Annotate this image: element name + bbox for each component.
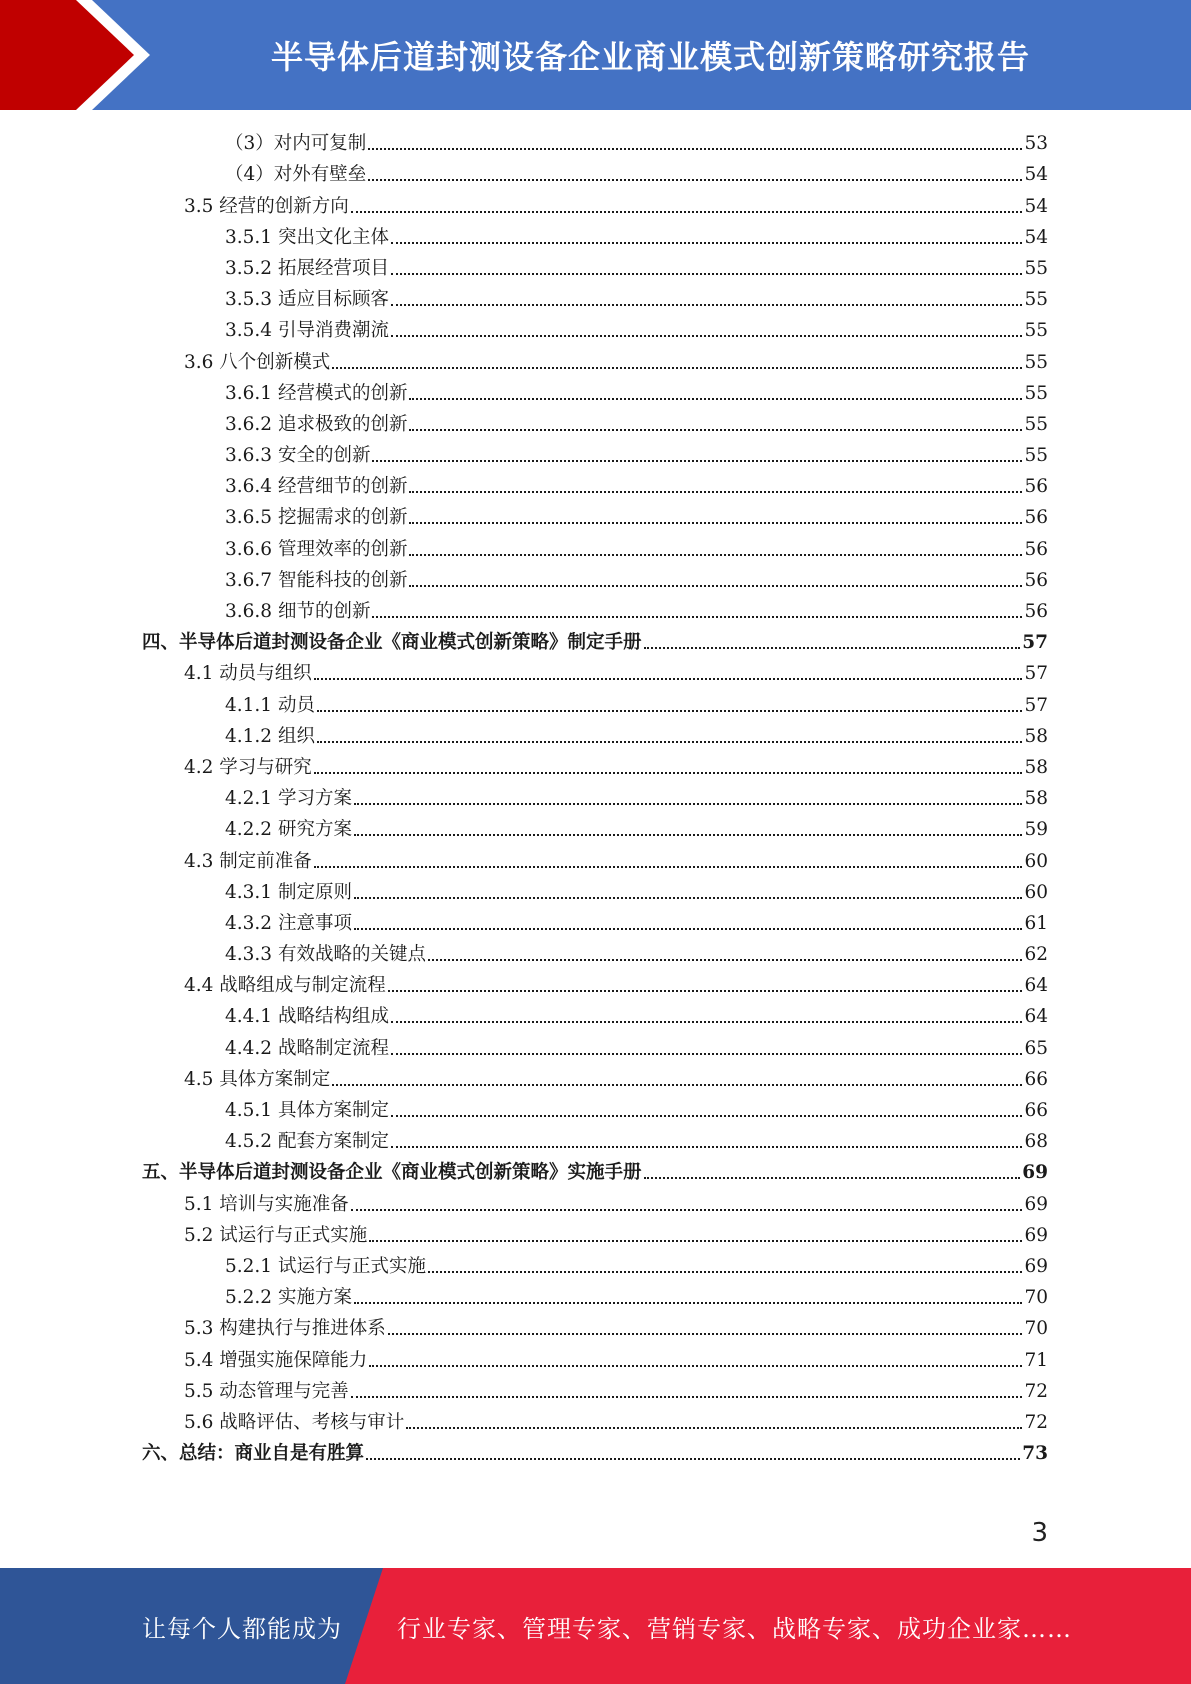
toc-dot-leader xyxy=(391,1021,1022,1023)
toc-entry-page: 72 xyxy=(1024,1380,1048,1402)
toc-entry-page: 55 xyxy=(1024,413,1048,435)
toc-dot-leader xyxy=(409,585,1022,587)
toc-entry-label: 3.6.5 挖掘需求的创新 xyxy=(225,507,408,529)
toc-dot-leader xyxy=(391,273,1022,275)
toc-chapter-entry[interactable] xyxy=(142,627,1048,658)
toc-subsection-entry[interactable] xyxy=(142,689,1048,720)
toc-dot-leader xyxy=(368,148,1022,150)
header-arrow-graphic xyxy=(0,0,160,110)
toc-entry-page: 58 xyxy=(1024,725,1048,747)
toc-section-entry[interactable] xyxy=(142,346,1048,377)
toc-dot-leader xyxy=(644,1177,1021,1179)
toc-subsection-entry[interactable] xyxy=(142,1095,1048,1126)
toc-entry-page: 55 xyxy=(1024,289,1048,311)
toc-entry-label: 4.2 学习与研究 xyxy=(184,756,312,778)
toc-subsection-entry[interactable] xyxy=(142,596,1048,627)
toc-entry-label: 4.1.1 动员 xyxy=(225,694,315,716)
toc-entry-page: 56 xyxy=(1024,601,1048,622)
toc-dot-leader xyxy=(409,522,1022,524)
toc-entry-label: 4.3.1 制定原则 xyxy=(225,881,352,903)
toc-dot-leader xyxy=(406,1427,1022,1429)
toc-entry-page: 61 xyxy=(1024,912,1048,934)
toc-entry-page: 56 xyxy=(1024,476,1048,498)
toc-entry-label: 4.4.2 战略制定流程 xyxy=(225,1037,389,1059)
toc-dot-leader xyxy=(369,1365,1022,1367)
toc-subsection-entry[interactable] xyxy=(142,1032,1048,1063)
toc-entry-label: 3.6.1 经营模式的创新 xyxy=(225,382,408,404)
toc-dot-leader xyxy=(354,928,1023,930)
toc-dot-leader xyxy=(409,491,1022,493)
toc-entry-page: 66 xyxy=(1024,1100,1048,1121)
toc-section-entry[interactable] xyxy=(142,1344,1048,1375)
toc-dot-leader xyxy=(372,460,1022,462)
toc-dot-leader xyxy=(391,1146,1022,1148)
toc-dot-leader xyxy=(409,429,1022,431)
toc-entry-label: 4.3 制定前准备 xyxy=(184,850,312,872)
header-red-arrow xyxy=(0,0,134,110)
toc-dot-leader xyxy=(391,304,1022,306)
toc-entry-label: 4.1 动员与组织 xyxy=(184,663,312,685)
toc-entry-label: 5.2.2 实施方案 xyxy=(225,1287,352,1309)
toc-subsection-entry[interactable] xyxy=(142,721,1048,752)
toc-subsection-entry[interactable] xyxy=(142,533,1048,564)
toc-subsection-entry[interactable] xyxy=(142,1126,1048,1157)
toc-subsection-entry[interactable] xyxy=(142,502,1048,533)
toc-subsection-entry[interactable] xyxy=(142,1001,1048,1032)
toc-entry-page: 54 xyxy=(1024,195,1048,217)
table-of-contents xyxy=(142,128,1048,1469)
toc-entry-label: 3.6.3 安全的创新 xyxy=(225,445,371,467)
toc-entry-label: 4.1.2 组织 xyxy=(225,725,315,747)
toc-entry-page: 56 xyxy=(1024,538,1048,560)
toc-entry-page: 54 xyxy=(1024,226,1048,248)
toc-dot-leader xyxy=(317,710,1023,712)
toc-subsection-entry[interactable] xyxy=(142,284,1048,315)
toc-dot-leader xyxy=(409,398,1022,400)
toc-dot-leader xyxy=(354,834,1023,836)
toc-entry-page: 56 xyxy=(1024,507,1048,529)
toc-entry-label: （4）对外有壁垒 xyxy=(225,164,367,186)
toc-entry-label: 4.4 战略组成与制定流程 xyxy=(184,975,386,997)
toc-entry-label: 3.5 经营的创新方向 xyxy=(184,195,349,217)
toc-section-entry[interactable] xyxy=(142,1407,1048,1438)
toc-entry-label: 3.6.8 细节的创新 xyxy=(225,601,371,622)
toc-entry-label: 3.6.4 经营细节的创新 xyxy=(225,476,408,498)
toc-dot-leader xyxy=(391,335,1022,337)
toc-subsection-entry[interactable] xyxy=(142,222,1048,253)
toc-entry-label: 4.5.1 具体方案制定 xyxy=(225,1100,389,1121)
toc-section-entry[interactable] xyxy=(142,1064,1048,1095)
toc-dot-leader xyxy=(369,1240,1022,1242)
toc-chapter-entry[interactable] xyxy=(142,1438,1048,1469)
toc-dot-leader xyxy=(388,1333,1023,1335)
toc-entry-page: 60 xyxy=(1024,881,1048,903)
toc-entry-label: 5.2 试运行与正式实施 xyxy=(184,1224,368,1246)
toc-entry-page: 69 xyxy=(1024,1193,1048,1215)
toc-entry-page: 55 xyxy=(1024,382,1048,404)
toc-entry-page: 69 xyxy=(1022,1162,1048,1184)
toc-entry-label: 5.2.1 试运行与正式实施 xyxy=(225,1255,426,1277)
toc-subsection-entry[interactable] xyxy=(142,939,1048,970)
toc-entry-page: 58 xyxy=(1024,788,1048,810)
toc-subsection-entry[interactable] xyxy=(142,908,1048,939)
footer-slogan-left: 让每个人都能成为 xyxy=(142,1614,342,1643)
toc-entry-page: 55 xyxy=(1024,351,1048,373)
toc-dot-leader xyxy=(314,678,1023,680)
toc-section-entry[interactable] xyxy=(142,1376,1048,1407)
toc-entry-page: 71 xyxy=(1024,1349,1048,1371)
toc-entry-label: 5.3 构建执行与推进体系 xyxy=(184,1318,386,1340)
toc-entry-page: 65 xyxy=(1024,1037,1048,1059)
toc-entry-label: 3.6.6 管理效率的创新 xyxy=(225,538,408,560)
toc-entry-page: 57 xyxy=(1024,694,1048,716)
toc-dot-leader xyxy=(354,897,1023,899)
toc-entry-label: 5.1 培训与实施准备 xyxy=(184,1193,349,1215)
page-header xyxy=(0,0,1191,110)
toc-entry-page: 69 xyxy=(1024,1255,1048,1277)
toc-subsection-entry[interactable] xyxy=(142,565,1048,596)
toc-entry-label: 3.5.4 引导消费潮流 xyxy=(225,320,389,342)
toc-entry-page: 55 xyxy=(1024,320,1048,342)
toc-section-entry[interactable] xyxy=(142,752,1048,783)
toc-chapter-entry[interactable] xyxy=(142,1157,1048,1188)
toc-section-entry[interactable] xyxy=(142,190,1048,221)
toc-entry-page: 73 xyxy=(1022,1443,1048,1465)
toc-entry-label: 3.6 八个创新模式 xyxy=(184,351,331,373)
toc-dot-leader xyxy=(428,1271,1022,1273)
toc-entry-page: 66 xyxy=(1024,1068,1048,1090)
toc-entry-page: 53 xyxy=(1024,133,1048,155)
toc-entry-label: （3）对内可复制 xyxy=(225,133,367,155)
toc-entry-label: 3.5.3 适应目标顾客 xyxy=(225,289,389,311)
toc-subsection-entry[interactable] xyxy=(142,440,1048,471)
toc-entry-label: 5.6 战略评估、考核与审计 xyxy=(184,1411,405,1433)
toc-section-entry[interactable] xyxy=(142,658,1048,689)
toc-section-entry[interactable] xyxy=(142,1313,1048,1344)
toc-subsection-entry[interactable] xyxy=(142,877,1048,908)
toc-entry-page: 55 xyxy=(1024,445,1048,467)
toc-entry-page: 57 xyxy=(1022,632,1048,654)
toc-entry-page: 59 xyxy=(1024,819,1048,841)
page-number: 3 xyxy=(1031,1518,1048,1548)
toc-subsection-entry[interactable] xyxy=(142,471,1048,502)
toc-entry-page: 69 xyxy=(1024,1224,1048,1246)
toc-entry-label: 5.5 动态管理与完善 xyxy=(184,1380,349,1402)
toc-entry-label: 4.4.1 战略结构组成 xyxy=(225,1006,389,1028)
toc-dot-leader xyxy=(368,179,1022,181)
toc-dot-leader xyxy=(428,959,1022,961)
toc-dot-leader xyxy=(314,866,1023,868)
toc-entry-label: 3.5.1 突出文化主体 xyxy=(225,226,389,248)
toc-dot-leader xyxy=(366,1458,1020,1460)
toc-dot-leader xyxy=(388,990,1023,992)
toc-entry-label: 4.3.3 有效战略的关键点 xyxy=(225,944,426,966)
toc-entry-page: 57 xyxy=(1024,663,1048,685)
toc-dot-leader xyxy=(391,1115,1022,1117)
toc-entry-label: 5.4 增强实施保障能力 xyxy=(184,1349,368,1371)
toc-entry-page: 54 xyxy=(1024,164,1048,186)
toc-dot-leader xyxy=(351,1396,1023,1398)
toc-dot-leader xyxy=(332,367,1022,369)
toc-subsection-entry[interactable] xyxy=(142,1251,1048,1282)
toc-subsection-entry[interactable] xyxy=(142,128,1048,159)
toc-dot-leader xyxy=(372,616,1022,618)
toc-entry-page: 62 xyxy=(1024,944,1048,966)
toc-subsection-entry[interactable] xyxy=(142,253,1048,284)
toc-dot-leader xyxy=(354,803,1023,805)
toc-dot-leader xyxy=(409,554,1022,556)
toc-dot-leader xyxy=(314,772,1023,774)
toc-entry-label: 四、半导体后道封测设备企业《商业模式创新策略》制定手册 xyxy=(142,632,642,654)
toc-entry-page: 70 xyxy=(1024,1318,1048,1340)
toc-entry-page: 72 xyxy=(1024,1411,1048,1433)
toc-entry-label: 4.5 具体方案制定 xyxy=(184,1068,331,1090)
report-title: 半导体后道封测设备企业商业模式创新策略研究报告 xyxy=(270,38,1030,76)
toc-entry-label: 3.6.7 智能科技的创新 xyxy=(225,569,408,591)
toc-section-entry[interactable] xyxy=(142,845,1048,876)
toc-entry-label: 4.3.2 注意事项 xyxy=(225,912,352,934)
toc-dot-leader xyxy=(332,1084,1022,1086)
toc-subsection-entry[interactable] xyxy=(142,378,1048,409)
toc-entry-page: 64 xyxy=(1024,975,1048,997)
toc-section-entry[interactable] xyxy=(142,1220,1048,1251)
toc-entry-label: 4.2.1 学习方案 xyxy=(225,788,352,810)
toc-entry-page: 56 xyxy=(1024,569,1048,591)
toc-entry-page: 55 xyxy=(1024,257,1048,279)
toc-section-entry[interactable] xyxy=(142,1188,1048,1219)
toc-dot-leader xyxy=(391,242,1022,244)
toc-entry-page: 68 xyxy=(1024,1131,1048,1153)
toc-entry-page: 58 xyxy=(1024,756,1048,778)
toc-entry-page: 70 xyxy=(1024,1287,1048,1309)
toc-dot-leader xyxy=(351,211,1023,213)
toc-entry-page: 64 xyxy=(1024,1006,1048,1028)
footer-slogan-right: 行业专家、管理专家、营销专家、战略专家、成功企业家…… xyxy=(397,1614,1072,1643)
toc-section-entry[interactable] xyxy=(142,970,1048,1001)
toc-entry-label: 3.5.2 拓展经营项目 xyxy=(225,257,389,279)
toc-entry-label: 3.6.2 追求极致的创新 xyxy=(225,413,408,435)
toc-entry-page: 60 xyxy=(1024,850,1048,872)
toc-subsection-entry[interactable] xyxy=(142,1282,1048,1313)
toc-dot-leader xyxy=(351,1209,1023,1211)
toc-subsection-entry[interactable] xyxy=(142,315,1048,346)
toc-subsection-entry[interactable] xyxy=(142,814,1048,845)
toc-dot-leader xyxy=(354,1302,1023,1304)
toc-dot-leader xyxy=(391,1053,1022,1055)
page-footer xyxy=(0,1568,1191,1684)
toc-subsection-entry[interactable] xyxy=(142,409,1048,440)
toc-entry-label: 4.2.2 研究方案 xyxy=(225,819,352,841)
toc-subsection-entry[interactable] xyxy=(142,783,1048,814)
toc-entry-label: 五、半导体后道封测设备企业《商业模式创新策略》实施手册 xyxy=(142,1162,642,1184)
toc-dot-leader xyxy=(644,647,1021,649)
toc-entry-label: 六、总结：商业自是有胜算 xyxy=(142,1443,365,1465)
toc-subsection-entry[interactable] xyxy=(142,159,1048,190)
toc-dot-leader xyxy=(317,741,1023,743)
toc-entry-label: 4.5.2 配套方案制定 xyxy=(225,1131,389,1153)
